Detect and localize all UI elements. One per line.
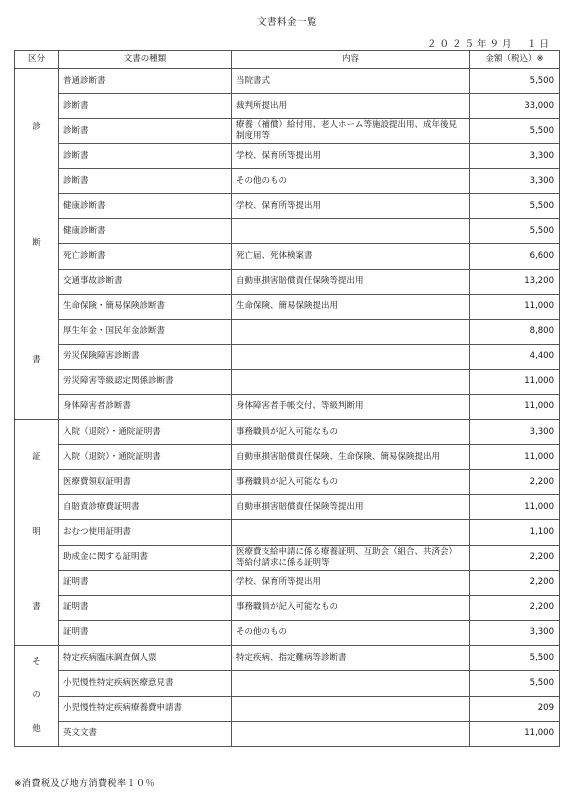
document-content: 自動車損害賠償責任保険、生命保険、簡易保険提出用	[232, 445, 470, 470]
table-row	[15, 570, 560, 595]
document-name: 健康診断書	[59, 194, 232, 219]
table-row	[15, 94, 560, 119]
category-cell	[15, 420, 59, 646]
table-row	[15, 445, 560, 470]
table-row	[15, 119, 560, 144]
document-content: 事務職員が記入可能なもの	[232, 595, 470, 620]
document-content: 死亡届、死体検案書	[232, 244, 470, 269]
document-content: 裁判所提出用	[232, 94, 470, 119]
table-row	[15, 319, 560, 344]
document-amount: 6,600	[470, 244, 560, 269]
table-row	[15, 169, 560, 194]
table-row	[15, 194, 560, 219]
document-amount: 209	[470, 696, 560, 721]
document-amount: 5,500	[470, 194, 560, 219]
table-row	[15, 420, 560, 445]
table-row	[15, 244, 560, 269]
document-name: 入院（退院）・通院証明書	[59, 420, 232, 445]
document-name: 健康診断書	[59, 219, 232, 244]
document-name: 診断書	[59, 119, 232, 144]
table-row	[15, 394, 560, 419]
document-amount: 33,000	[470, 94, 560, 119]
document-content: 学校、保育所等提出用	[232, 570, 470, 595]
document-content: 身体障害者手帳交付、等級判断用	[232, 394, 470, 419]
table-row	[15, 696, 560, 721]
document-name: 小児慢性特定疾病医療意見書	[59, 671, 232, 696]
category-label-char: 証	[32, 452, 41, 462]
document-amount: 3,300	[470, 144, 560, 169]
issue-date: ２０２５年９月 １日	[426, 39, 552, 50]
header-amount: 金額（税込）※	[470, 51, 560, 69]
document-name: 証明書	[59, 620, 232, 645]
category-cell	[15, 646, 59, 747]
document-content: 当院書式	[232, 69, 470, 94]
table-row	[15, 369, 560, 394]
document-name: 生命保険・簡易保険診断書	[59, 294, 232, 319]
category-label-char: の	[32, 690, 41, 701]
header-category: 区分	[15, 51, 59, 69]
table-row	[15, 344, 560, 369]
document-name: 普通診断書	[59, 69, 232, 94]
header-content: 内容	[232, 51, 470, 69]
tax-note: ※消費税及び地方消費税率１０％	[14, 779, 156, 789]
table-row	[15, 470, 560, 495]
fee-table-body	[15, 69, 560, 747]
document-amount: 4,400	[470, 344, 560, 369]
document-content: 自動車損害賠償責任保険等提出用	[232, 495, 470, 520]
document-content	[232, 219, 470, 244]
table-header-row	[15, 51, 560, 69]
document-name: 交通事故診断書	[59, 269, 232, 294]
document-amount: 3,300	[470, 620, 560, 645]
document-name: 身体障害者診断書	[59, 394, 232, 419]
document-content	[232, 721, 470, 746]
table-row	[15, 671, 560, 696]
document-amount: 2,200	[470, 545, 560, 570]
document-amount: 2,200	[470, 570, 560, 595]
document-amount: 3,300	[470, 169, 560, 194]
document-amount: 5,500	[470, 646, 560, 671]
document-content	[232, 696, 470, 721]
table-row	[15, 721, 560, 746]
table-row	[15, 545, 560, 570]
category-label-char: そ	[32, 657, 41, 668]
document-amount: 11,000	[470, 721, 560, 746]
document-amount: 5,500	[470, 119, 560, 144]
document-content: 療養（補償）給付用、老人ホーム等施設提出用、成年後見制度用等	[232, 119, 470, 144]
document-name: 労災障害等級認定関係診断書	[59, 369, 232, 394]
document-content	[232, 520, 470, 545]
document-amount: 5,500	[470, 69, 560, 94]
document-amount: 1,100	[470, 520, 560, 545]
document-name: 厚生年金・国民年金診断書	[59, 319, 232, 344]
category-label-char: 明	[32, 527, 41, 537]
document-content: 自動車損害賠償責任保険等提出用	[232, 269, 470, 294]
document-amount: 11,000	[470, 294, 560, 319]
document-name: 診断書	[59, 144, 232, 169]
fee-table	[14, 50, 560, 747]
document-content: 生命保険、簡易保険提出用	[232, 294, 470, 319]
document-content	[232, 671, 470, 696]
table-row	[15, 646, 560, 671]
document-amount: 5,500	[470, 219, 560, 244]
document-content: 事務職員が記入可能なもの	[232, 470, 470, 495]
category-label-char: 書	[32, 602, 41, 612]
table-row	[15, 495, 560, 520]
header-name: 文書の種類	[59, 51, 232, 69]
category-label-char: 断	[32, 238, 41, 249]
table-row	[15, 620, 560, 645]
table-row	[15, 144, 560, 169]
document-name: 特定疾病臨床調査個人票	[59, 646, 232, 671]
document-name: 助成金に関する証明書	[59, 545, 232, 570]
document-amount: 5,500	[470, 671, 560, 696]
document-content: その他のもの	[232, 620, 470, 645]
document-name: 診断書	[59, 94, 232, 119]
table-row	[15, 269, 560, 294]
table-row	[15, 294, 560, 319]
document-content: 事務職員が記入可能なもの	[232, 420, 470, 445]
document-amount: 11,000	[470, 495, 560, 520]
category-label-char: 書	[32, 355, 41, 366]
document-content	[232, 369, 470, 394]
document-content: 学校、保育所等提出用	[232, 144, 470, 169]
document-content	[232, 344, 470, 369]
document-name: 死亡診断書	[59, 244, 232, 269]
document-content	[232, 319, 470, 344]
document-content: 学校、保育所等提出用	[232, 194, 470, 219]
document-amount: 11,000	[470, 394, 560, 419]
document-amount: 8,800	[470, 319, 560, 344]
document-name: 自賠責診療費証明書	[59, 495, 232, 520]
document-amount: 11,000	[470, 369, 560, 394]
document-name: 診断書	[59, 169, 232, 194]
document-name: 医療費領収証明書	[59, 470, 232, 495]
document-name: おむつ使用証明書	[59, 520, 232, 545]
category-cell	[15, 69, 59, 420]
category-label-char: 診	[32, 121, 41, 132]
category-label-char: 他	[32, 723, 41, 734]
table-row	[15, 520, 560, 545]
document-name: 入院（退院）・通院証明書	[59, 445, 232, 470]
document-name: 小児慢性特定疾病療養費申請書	[59, 696, 232, 721]
document-amount: 11,000	[470, 445, 560, 470]
document-amount: 3,300	[470, 420, 560, 445]
document-amount: 2,200	[470, 470, 560, 495]
table-row	[15, 69, 560, 94]
document-name: 証明書	[59, 570, 232, 595]
document-amount: 2,200	[470, 595, 560, 620]
document-content: 特定疾病、指定難病等診断書	[232, 646, 470, 671]
document-content: その他のもの	[232, 169, 470, 194]
document-name: 証明書	[59, 595, 232, 620]
page-title: 文書料金一覧	[256, 17, 317, 28]
table-row	[15, 219, 560, 244]
table-row	[15, 595, 560, 620]
document-content: 医療費支給申請に係る療養証明、互助会（組合、共済会）等給付請求に係る証明等	[232, 545, 470, 570]
document-amount: 13,200	[470, 269, 560, 294]
document-name: 労災保険障害診断書	[59, 344, 232, 369]
document-name: 英文文書	[59, 721, 232, 746]
